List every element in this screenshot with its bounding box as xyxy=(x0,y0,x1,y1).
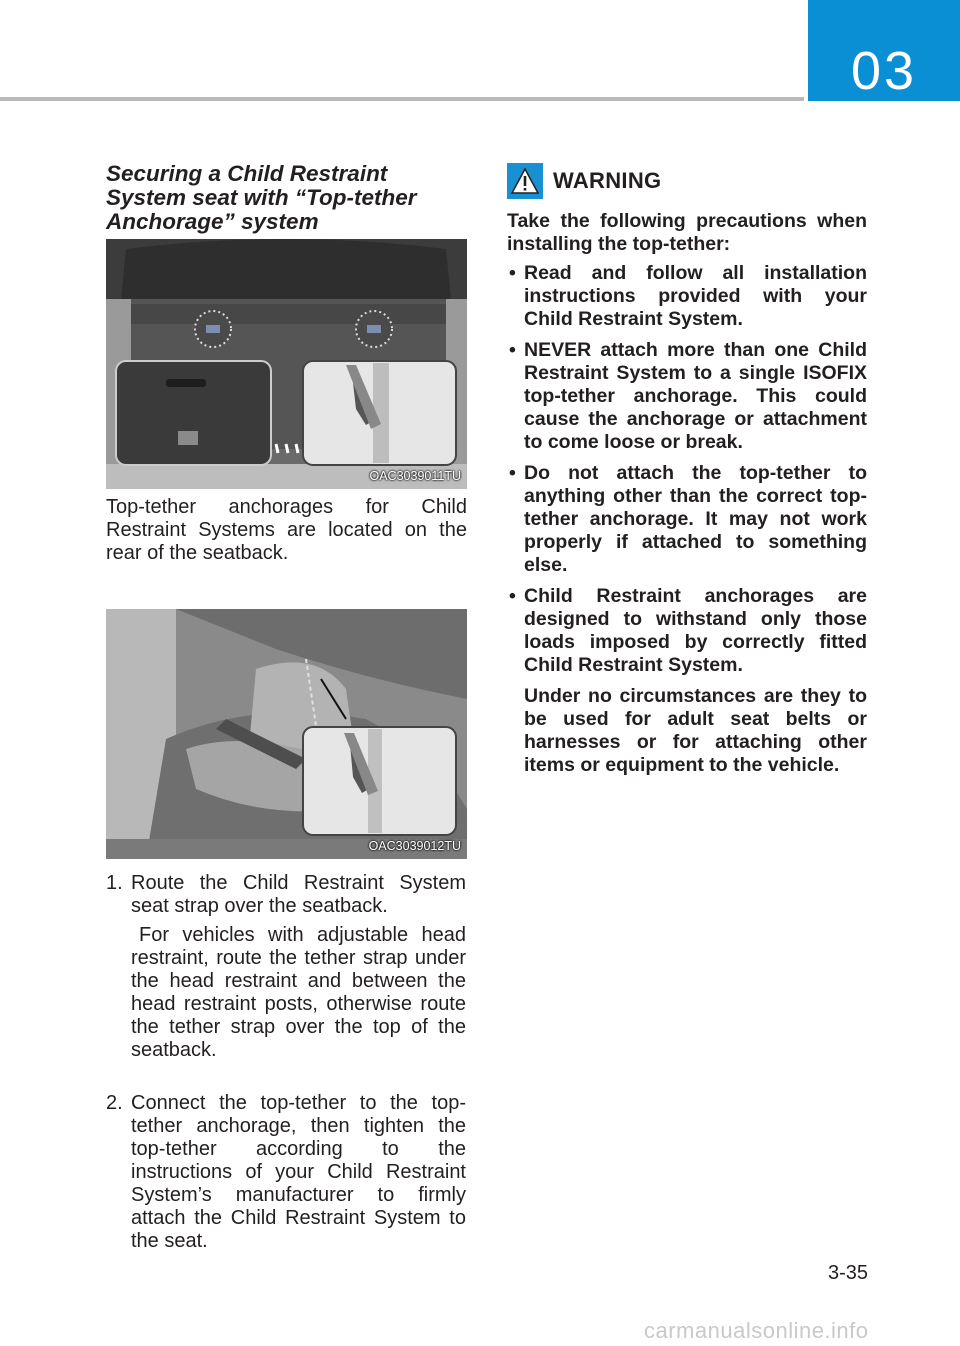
step-subtext: For vehicles with adjustable head restraint, route the tether strap under the head restraint and between the head restraint posts, otherwise route the tether strap over the top of the seatback. xyxy=(131,924,466,1061)
watermark: carmanualsonline.info xyxy=(644,1318,869,1343)
warning-header xyxy=(507,162,661,200)
photo-seatback-anchorages xyxy=(106,239,467,489)
bullet-icon: • xyxy=(509,262,516,284)
warning-item: • Child Restraint anchorages are designed to withstand only those loads imposed by correctly fitted Child Restraint System. xyxy=(509,585,867,676)
bullet-icon: • xyxy=(509,585,516,607)
photo-code: OAC3039012TU xyxy=(368,839,461,853)
step-text: Connect the top-tether to the top-tether anchorage, then tighten the top-tether according to the instructions of your Child Restraint System’s manufacturer to firmly attach the Child Restraint System to the seat. xyxy=(131,1092,466,1252)
warning-triangle-icon xyxy=(507,163,543,199)
seatback-illustration xyxy=(106,239,467,489)
chapter-number: 03 xyxy=(850,41,918,101)
photo-child-seat-tether xyxy=(106,609,467,859)
photo-code: OAC3039011TU xyxy=(369,469,461,483)
warning-item: • Read and follow all installation instructions provided with your Child Restraint System. xyxy=(509,262,867,330)
child-seat-illustration xyxy=(106,609,467,859)
step-1 xyxy=(106,872,466,1062)
warning-item: • NEVER attach more than one Child Restraint System to a single ISOFIX top-tether anchorage. This could cause the anchorage or attachment to come loose or break. xyxy=(509,339,867,453)
step-text: Route the Child Restraint System seat strap over the seatback. xyxy=(131,872,466,917)
section-title: Securing a Child Restraint System seat with “Top-tether Anchorage” system xyxy=(106,161,417,234)
bullet-icon: • xyxy=(509,339,516,361)
warning-title: WARNING xyxy=(553,168,662,193)
warning-extra-note: Under no circumstances are they to be used for adult seat belts or harnesses or for attaching other items or equipment to the vehicle. xyxy=(524,685,867,776)
warning-list xyxy=(507,262,867,777)
bullet-icon: • xyxy=(509,462,516,484)
warning-lead: Take the following precautions when installing the top-tether: xyxy=(507,210,867,255)
header-rule xyxy=(0,97,804,101)
chapter-tab xyxy=(808,0,960,101)
step-number: 2. xyxy=(106,1092,123,1114)
intro-paragraph: Top-tether anchorages for Child Restraint Systems are located on the rear of the seatback. xyxy=(106,496,467,564)
step-2 xyxy=(106,1092,466,1253)
warning-item: • Do not attach the top-tether to anything other than the correct top-tether anchorage. It may not work properly if attached to something else. xyxy=(509,462,867,576)
page-number: 3-35 xyxy=(827,1262,868,1284)
step-number: 1. xyxy=(106,872,123,894)
